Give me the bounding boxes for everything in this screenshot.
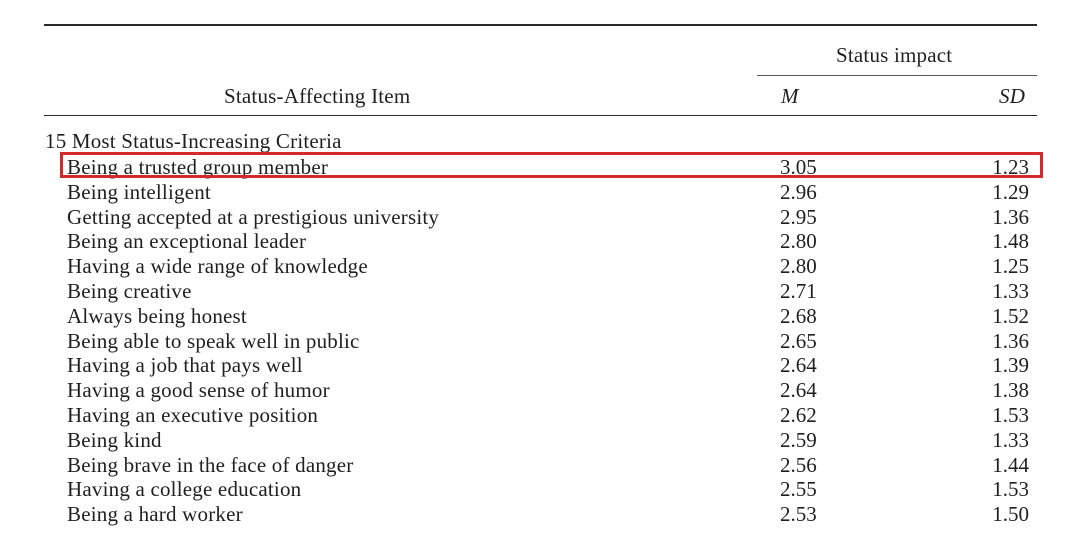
table-row: [0, 254, 1080, 279]
table-row: [0, 304, 1080, 329]
row-sd-value: 1.23: [992, 155, 1029, 179]
row-sd-value: 1.39: [992, 353, 1029, 378]
row-item-label: Always being honest: [67, 303, 247, 328]
row-mean-value: 2.80: [780, 229, 817, 254]
row-item-label: Being creative: [67, 279, 192, 303]
table-row: [0, 229, 1080, 254]
row-mean-value: 2.80: [780, 254, 817, 279]
row-sd-value: 1.33: [992, 427, 1029, 452]
row-item-label: Having a college education: [67, 477, 302, 502]
table-row: [0, 428, 1080, 453]
row-item-label: Having a wide range of knowledge: [67, 254, 368, 279]
row-item-label: Being kind: [67, 427, 162, 452]
table-row: [0, 502, 1080, 527]
row-mean-value: 2.68: [780, 303, 817, 328]
table-row: [0, 180, 1080, 205]
row-item-label: Being a trusted group member: [67, 155, 329, 179]
row-sd-value: 1.53: [992, 403, 1029, 427]
row-mean-value: 2.62: [780, 403, 817, 427]
row-item-label: Having a job that pays well: [67, 353, 303, 378]
row-mean-value: 3.05: [780, 155, 817, 179]
row-sd-value: 1.50: [992, 502, 1029, 527]
row-mean-value: 2.59: [780, 427, 817, 452]
section-title: 15 Most Status-Increasing Criteria: [45, 129, 342, 153]
row-sd-value: 1.36: [992, 328, 1029, 353]
row-sd-value: 1.36: [992, 204, 1029, 229]
row-sd-value: 1.33: [992, 279, 1029, 303]
row-mean-value: 2.64: [780, 353, 817, 378]
table-row: [0, 155, 1080, 180]
row-mean-value: 2.95: [780, 204, 817, 229]
table-row: [0, 477, 1080, 502]
row-sd-value: 1.25: [992, 254, 1029, 279]
row-item-label: Having an executive position: [67, 403, 319, 427]
row-mean-value: 2.65: [780, 328, 817, 353]
row-item-label: Being intelligent: [67, 179, 211, 204]
row-item-label: Getting accepted at a prestigious university: [67, 204, 440, 229]
row-sd-value: 1.38: [992, 378, 1029, 403]
table-top-rule: [44, 24, 1037, 26]
column-header-sd: SD: [999, 84, 1026, 108]
row-mean-value: 2.55: [780, 477, 817, 502]
row-mean-value: 2.96: [780, 179, 817, 204]
row-sd-value: 1.48: [992, 229, 1029, 254]
row-item-label: Being brave in the face of danger: [67, 452, 354, 477]
column-header-item: Status-Affecting Item: [224, 84, 411, 108]
header-bottom-rule: [44, 115, 1037, 116]
table-row: [0, 205, 1080, 230]
row-item-label: Being able to speak well in public: [67, 328, 360, 353]
row-mean-value: 2.64: [780, 378, 817, 403]
table-row: [0, 378, 1080, 403]
row-sd-value: 1.29: [992, 179, 1029, 204]
row-mean-value: 2.56: [780, 452, 817, 477]
row-item-label: Having a good sense of humor: [67, 378, 330, 403]
table-row: [0, 403, 1080, 428]
table-row: [0, 329, 1080, 354]
row-sd-value: 1.52: [992, 303, 1029, 328]
row-sd-value: 1.53: [992, 477, 1029, 502]
group-header: Status impact: [836, 43, 953, 67]
table-row: [0, 453, 1080, 478]
row-item-label: Being an exceptional leader: [67, 229, 307, 254]
row-mean-value: 2.71: [780, 279, 817, 303]
row-sd-value: 1.44: [992, 452, 1029, 477]
table-row: [0, 279, 1080, 304]
column-header-m: M: [781, 84, 799, 108]
table-row: [0, 353, 1080, 378]
row-mean-value: 2.53: [780, 502, 817, 527]
row-item-label: Being a hard worker: [67, 502, 243, 527]
group-header-rule: [757, 75, 1037, 76]
